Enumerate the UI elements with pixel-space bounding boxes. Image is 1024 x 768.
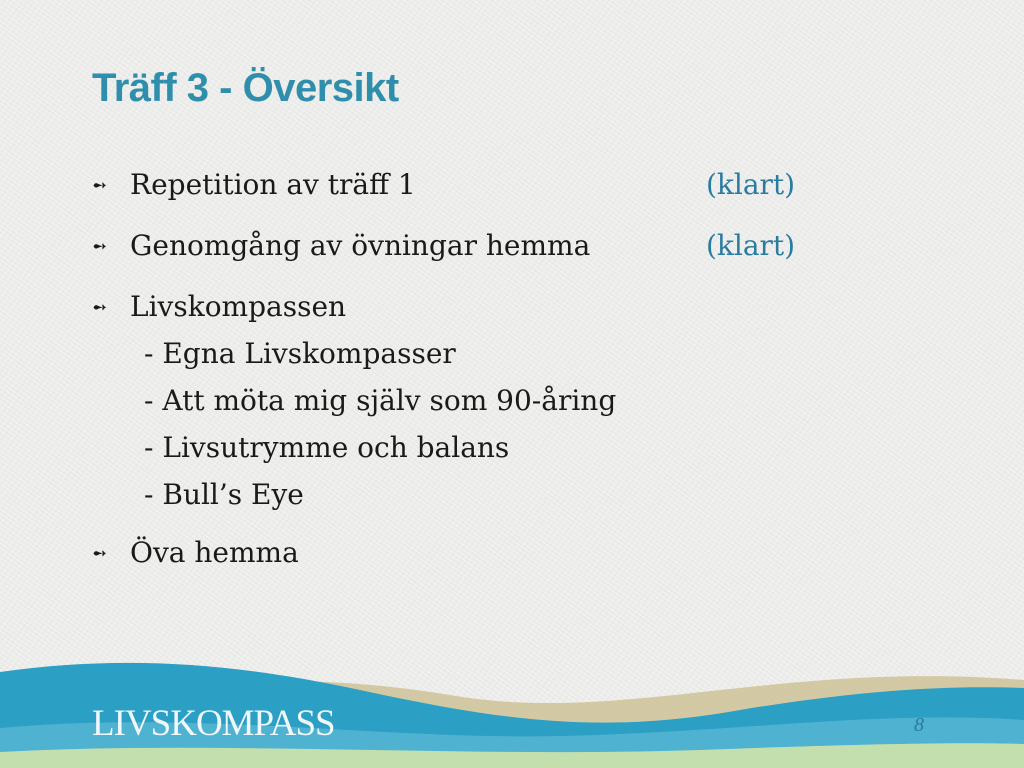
page-number: 8	[914, 714, 924, 736]
slide-title: Träff 3 - Översikt	[92, 66, 399, 110]
sub-item: - Bull’s Eye	[144, 478, 304, 511]
sub-item: - Att möta mig själv som 90-åring	[144, 384, 617, 417]
status-label: (klart)	[706, 229, 796, 262]
arrow-bullet-icon: ➻	[92, 297, 108, 318]
bullet-item-livskompassen	[92, 290, 852, 334]
bullet-item-ova-hemma	[92, 536, 852, 580]
sub-item: - Egna Livskompasser	[144, 337, 456, 370]
bullet-text: Repetition av träff 1	[130, 168, 416, 201]
bullet-item-genomgang	[92, 229, 852, 273]
sub-item: - Livsutrymme och balans	[144, 431, 510, 464]
arrow-bullet-icon: ➻	[92, 175, 108, 196]
bullet-text: Livskompassen	[130, 290, 347, 323]
bullet-text: Öva hemma	[130, 536, 299, 569]
livskompass-logo: LIVSKOMPASS	[92, 703, 335, 744]
bullet-text: Genomgång av övningar hemma	[130, 229, 591, 262]
arrow-bullet-icon: ➻	[92, 543, 108, 564]
bullet-item-repetition	[92, 168, 852, 212]
arrow-bullet-icon: ➻	[92, 236, 108, 257]
sub-bullet-list	[144, 334, 852, 522]
status-label: (klart)	[706, 168, 796, 201]
bullet-list	[92, 168, 852, 597]
